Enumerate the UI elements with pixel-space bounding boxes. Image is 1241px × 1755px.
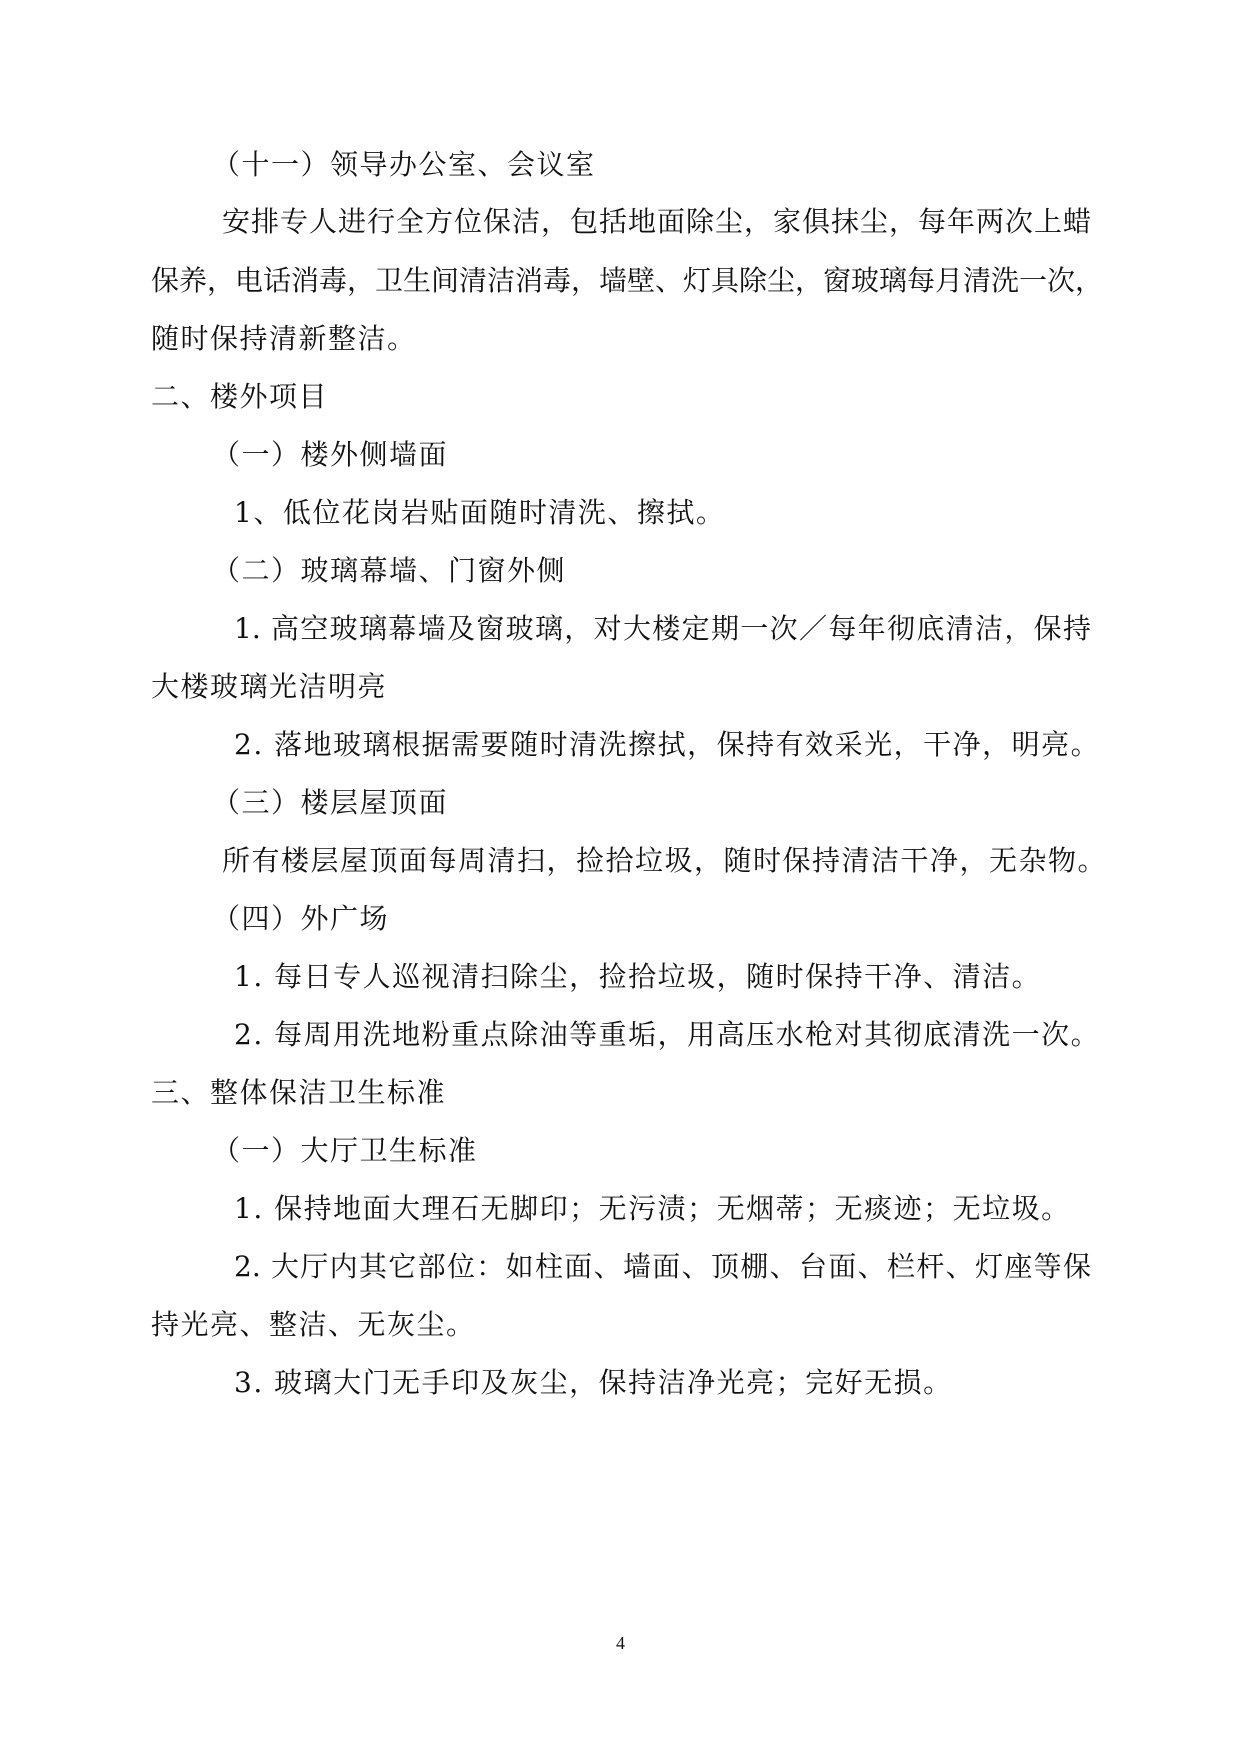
- paragraph-line: 保养，电话消毒，卫生间清洁消毒，墙壁、灯具除尘，窗玻璃每月清洗一次，: [151, 264, 1104, 297]
- list-item: 1. 高空玻璃幕墙及窗玻璃，对大楼定期一次／每年彻底清洁，保持: [234, 612, 1091, 645]
- subheading-exterior-wall: （一）楼外侧墙面: [212, 438, 449, 471]
- subheading-roof: （三）楼层屋顶面: [212, 786, 449, 819]
- list-item-continuation: 大楼玻璃光洁明亮: [151, 670, 388, 703]
- page-number: 4: [616, 1633, 625, 1653]
- list-item: 1. 保持地面大理石无脚印；无污渍；无烟蒂；无痰迹；无垃圾。: [234, 1192, 1071, 1225]
- list-item: 1、低位花岗岩贴面随时清洗、擦拭。: [234, 496, 726, 529]
- list-item-continuation: 持光亮、整洁、无灰尘。: [151, 1308, 476, 1341]
- list-item: 1. 每日专人巡视清扫除尘，捡拾垃圾，随时保持干净、清洁。: [234, 960, 1042, 993]
- paragraph-line: 随时保持清新整洁。: [151, 322, 417, 355]
- subheading-office: （十一）领导办公室、会议室: [212, 148, 596, 181]
- list-item: 3. 玻璃大门无手印及灰尘，保持洁净光亮；完好无损。: [234, 1366, 953, 1399]
- list-item: 2. 大厅内其它部位：如柱面、墙面、顶棚、台面、栏杆、灯座等保: [234, 1250, 1091, 1283]
- section-heading-outdoor: 二、楼外项目: [151, 380, 329, 413]
- subheading-glass-curtain: （二）玻璃幕墙、门窗外侧: [212, 554, 567, 587]
- subheading-lobby: （一）大厅卫生标准: [212, 1134, 478, 1167]
- list-item: 2. 落地玻璃根据需要随时清洗擦拭，保持有效采光，干净，明亮。: [234, 728, 1101, 761]
- subheading-plaza: （四）外广场: [212, 902, 390, 935]
- paragraph-line: 安排专人进行全方位保洁，包括地面除尘，家俱抹尘，每年两次上蜡: [222, 205, 1091, 238]
- list-item: 2. 每周用洗地粉重点除油等重垢，用高压水枪对其彻底清洗一次。: [234, 1018, 1101, 1051]
- section-heading-standards: 三、整体保洁卫生标准: [151, 1076, 447, 1109]
- paragraph-line: 所有楼层屋顶面每周清扫，捡拾垃圾，随时保持清洁干净，无杂物。: [222, 844, 1108, 877]
